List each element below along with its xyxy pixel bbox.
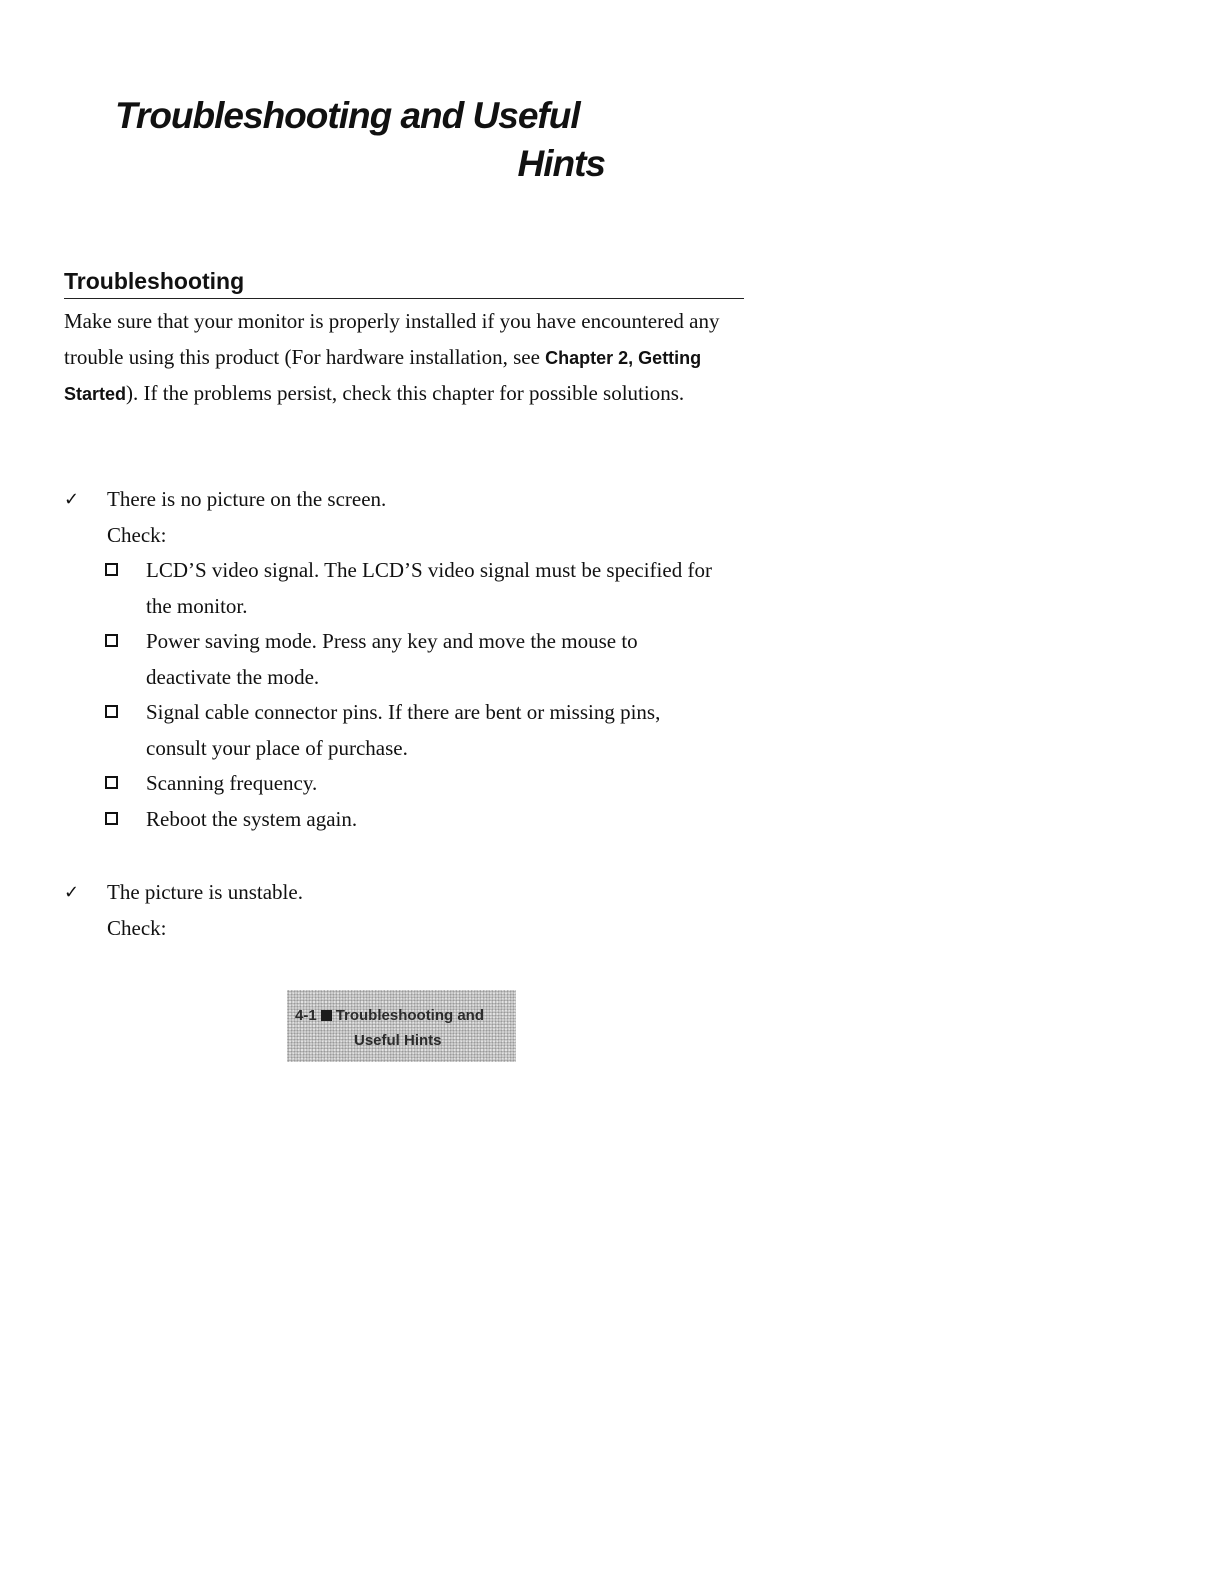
intro-text-start: Make sure that your monitor is properly installed if you have encountered any trouble using this product (For hardware installation, see: [64, 309, 720, 369]
page-title-line-2: Hints: [517, 143, 605, 184]
symptom-text: There is no picture on the screen.: [107, 487, 387, 511]
symptom-text: The picture is unstable.: [107, 880, 303, 904]
issue-block: [64, 875, 764, 946]
footer-line-1: [295, 1007, 484, 1024]
list-item: [104, 695, 726, 766]
list-item-text: Scanning frequency.: [146, 771, 318, 795]
list-item: [104, 802, 726, 838]
check-label: Check:: [107, 522, 167, 547]
footer-chapter-title: Troubleshooting and: [335, 1007, 485, 1024]
check-label: Check:: [107, 915, 167, 940]
page-footer-badge: [287, 990, 516, 1062]
issue-symptom: [64, 875, 764, 911]
checkbox-icon: [105, 634, 118, 647]
intro-text-end: ). If the problems persist, check this chapter for possible solutions.: [126, 381, 685, 405]
intro-paragraph: [64, 304, 754, 413]
list-item-text: LCD’S video signal. The LCD’S video signal must be specified for the monitor.: [146, 558, 712, 618]
footer-line-2: Useful Hints: [354, 1032, 442, 1049]
section-heading: Troubleshooting: [64, 264, 744, 299]
list-item-text: Reboot the system again.: [146, 806, 358, 831]
page-title: [115, 92, 605, 188]
check-mark-icon: ✓: [64, 489, 80, 510]
page-number: 4-1: [295, 1007, 317, 1024]
checkbox-icon: [105, 776, 118, 789]
checkbox-icon: [105, 705, 118, 718]
list-item: [104, 624, 726, 695]
check-mark-icon: ✓: [64, 882, 80, 903]
list-item: [104, 766, 726, 802]
list-item-text: Signal cable connector pins. If there are bent or missing pins, consult your place of purchase.: [146, 700, 661, 760]
check-list: [64, 553, 764, 837]
chapter-reference: Chapter 2, Getting Started: [64, 347, 702, 404]
square-bullet-icon: [321, 1010, 332, 1021]
checkbox-icon: [105, 563, 118, 576]
issue-block: [64, 482, 764, 837]
issue-symptom: [64, 482, 764, 518]
list-item: [104, 553, 726, 624]
checkbox-icon: [105, 812, 118, 825]
list-item-text: Power saving mode. Press any key and move the mouse to deactivate the mode.: [146, 629, 638, 689]
page-title-line-1: Troubleshooting and Useful: [115, 95, 580, 136]
